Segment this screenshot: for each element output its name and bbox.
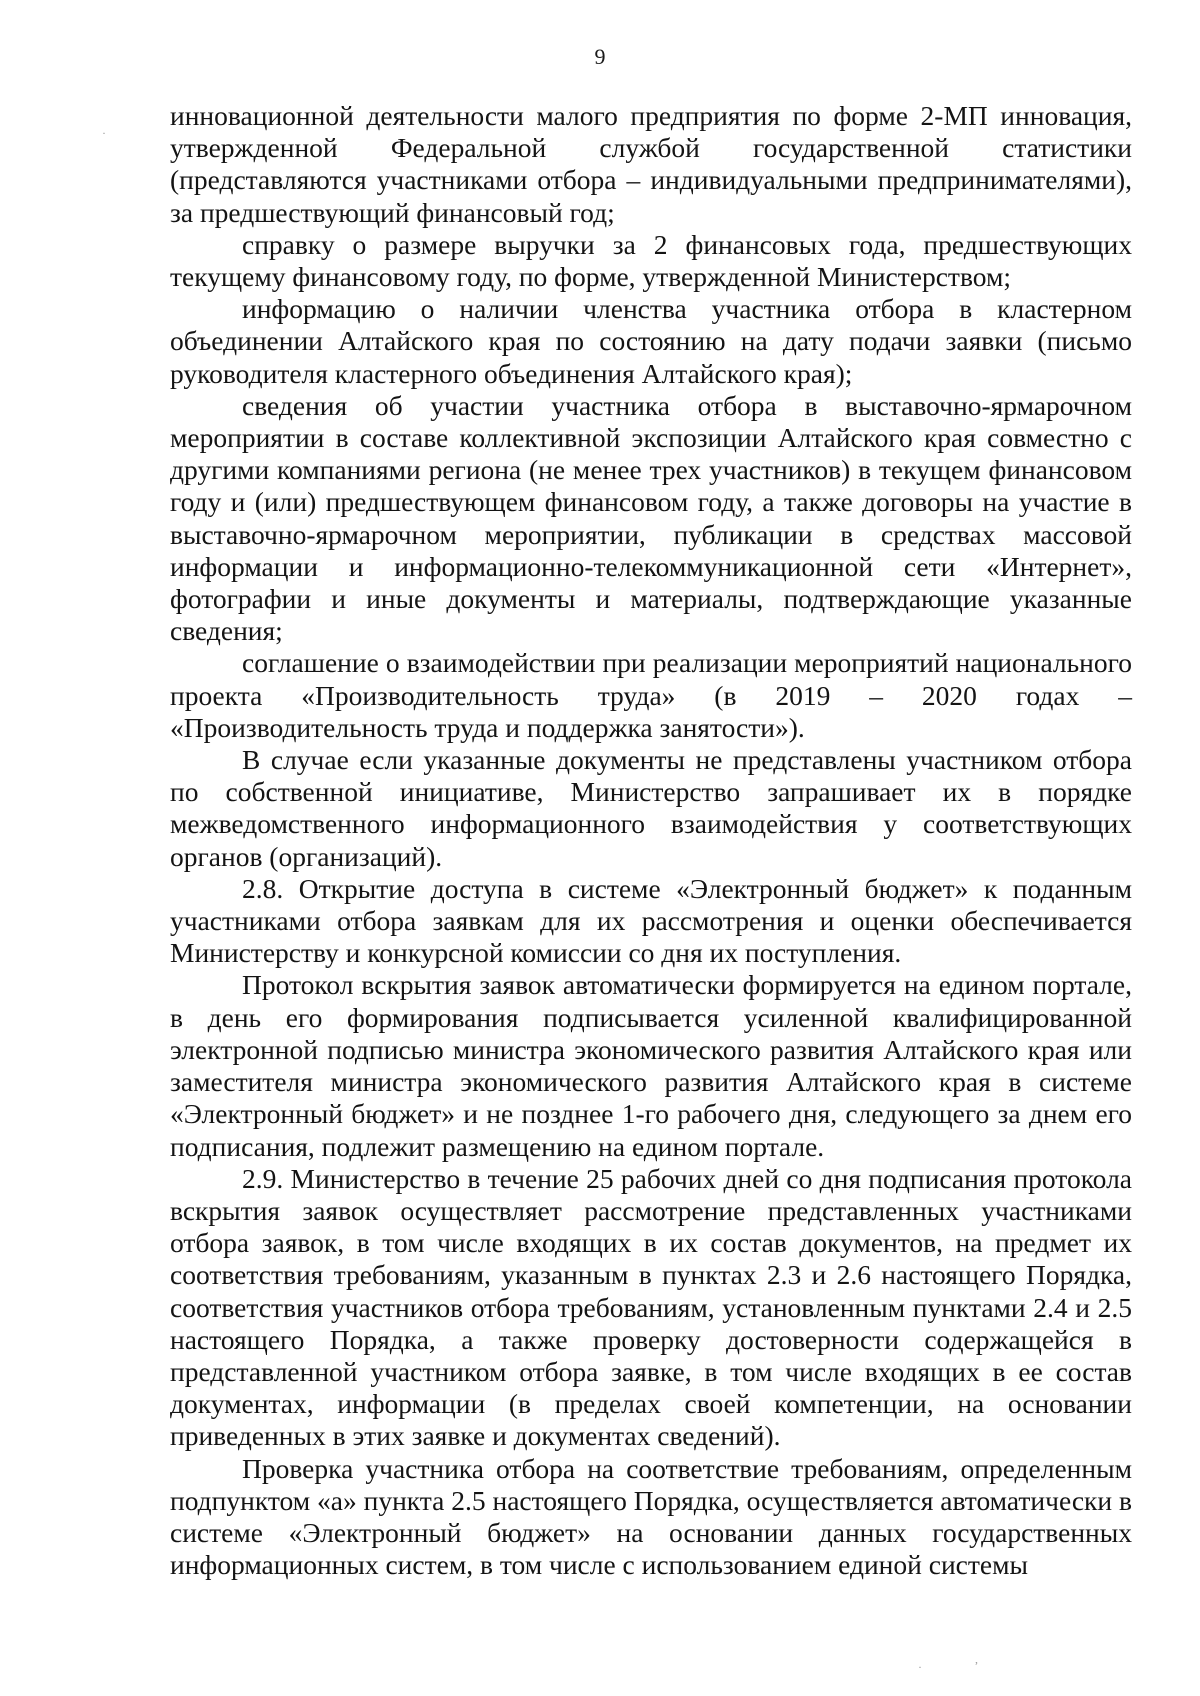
scan-speck: · <box>102 126 106 140</box>
page-number: 9 <box>594 44 606 69</box>
paragraph-productivity-agreement: соглашение о взаимодействии при реализации мероприятий национального проекта «Производительность труда» (в 2019 – 2020 годах – «Производительность труда и поддержка занятости»). <box>170 647 1132 743</box>
scan-speck: · <box>918 1660 922 1674</box>
paragraph-revenue-certificate: справку о размере выручки за 2 финансовых года, предшествующих текущему финансовому году, по форме, утвержденной Министерством; <box>170 228 1132 293</box>
document-body <box>170 100 1132 1581</box>
paragraph-section-2-8: 2.8. Открытие доступа в системе «Электронный бюджет» к поданным участниками отбора заявкам для их рассмотрения и оценки обеспечивается Министерству и конкурсной комиссии со дня их поступления. <box>170 872 1132 969</box>
paragraph-exhibition-participation: сведения об участии участника отбора в выставочно-ярмарочном мероприятии в составе коллективной экспозиции Алтайского края совместно с другими компаниями региона (не менее трех участников) в текущем финансовом году и (или) предшествующем финансовом году, а также договоры на участие в выставочно-ярмарочном мероприятии, публикации в средствах массовой информации и информационно-телекоммуникационной сети «Интернет», фотографии и иные документы и материалы, подтверждающие указанные сведения; <box>170 389 1132 647</box>
paragraph-continuation: инновационной деятельности малого предприятия по форме 2-МП инновация, утвержденной Федеральной службой государственной статистики (представляются участниками отбора – индивидуальными предпринимателями), за предшествующий финансовый год; <box>170 100 1132 228</box>
paragraph-cluster-membership: информацию о наличии членства участника отбора в кластерном объединении Алтайского края по состоянию на дату подачи заявки (письмо руководителя кластерного объединения Алтайского края); <box>170 293 1132 389</box>
scan-speck: , <box>975 1652 978 1666</box>
paragraph-interagency-request: В случае если указанные документы не представлены участником отбора по собственной инициативе, Министерство запрашивает их в порядке межведомственного информационного взаимодействия у соответствующих органов (организаций). <box>170 744 1132 872</box>
paragraph-opening-protocol: Протокол вскрытия заявок автоматически формируется на едином портале, в день его формирования подписывается усиленной квалифицированной электронной подписью министра экономического развития Алтайского края или заместителя министра экономического развития Алтайского края в системе «Электронный бюджет» и не позднее 1-го рабочего дня, следующего за днем его подписания, подлежит размещению на едином портале. <box>170 969 1132 1162</box>
paragraph-section-2-9: 2.9. Министерство в течение 25 рабочих дней со дня подписания протокола вскрытия заявок осуществляет рассмотрение представленных участниками отбора заявок, в том числе входящих в их состав документов, на предмет их соответствия требованиям, указанным в пунктах 2.3 и 2.6 настоящего Порядка, соответствия участников отбора требованиям, установленным пунктами 2.4 и 2.5 настоящего Порядка, а также проверку достоверности содержащейся в представленной участником отбора заявке, в том числе входящих в ее состав документах, информации (в пределах своей компетенции, на основании приведенных в этих заявке и документах сведений). <box>170 1162 1132 1452</box>
paragraph-automatic-check: Проверка участника отбора на соответствие требованиям, определенным подпунктом «а» пункта 2.5 настоящего Порядка, осуществляется автоматически в системе «Электронный бюджет» на основании данных государственных информационных систем, в том числе с использованием единой системы <box>170 1452 1132 1581</box>
